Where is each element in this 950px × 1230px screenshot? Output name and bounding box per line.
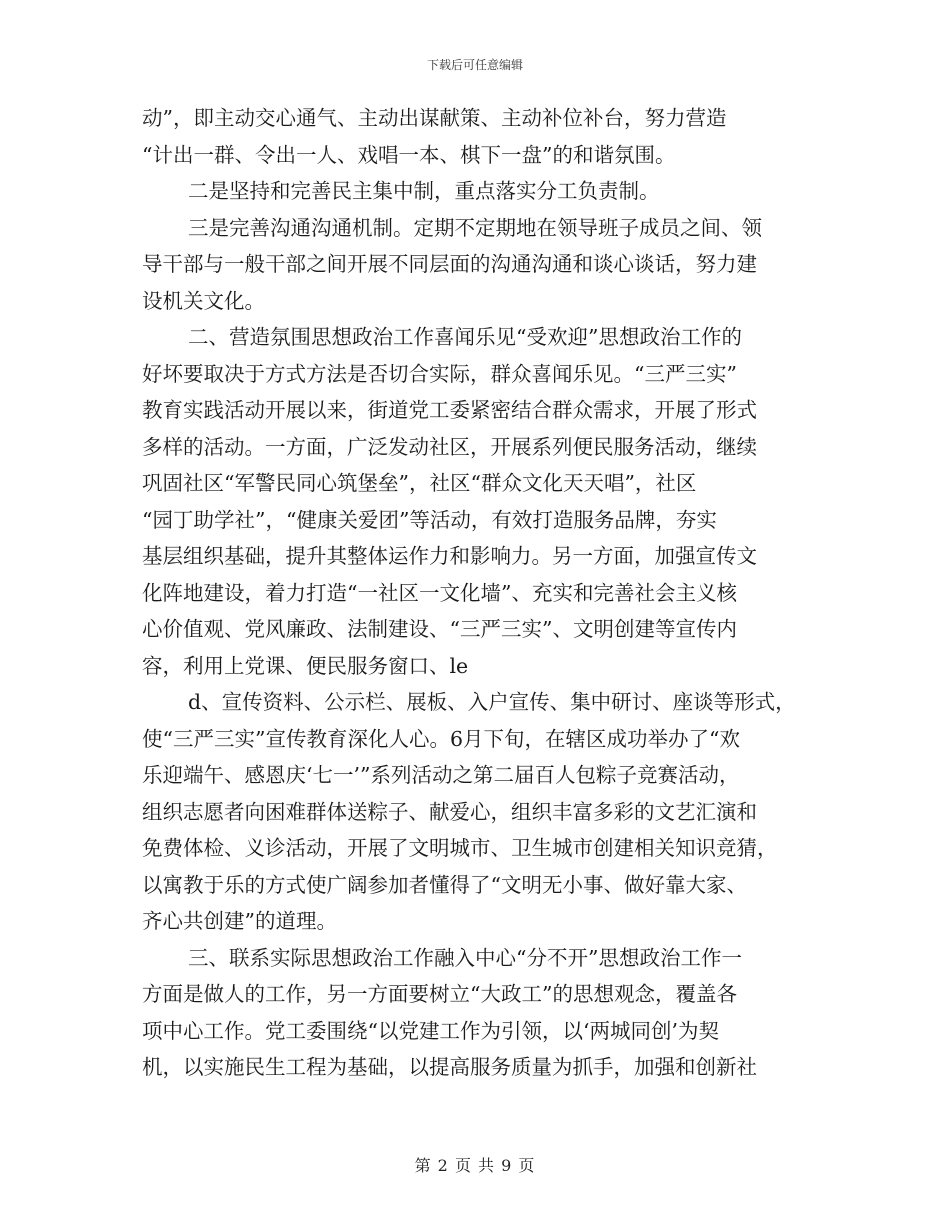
text-line: 机，以实施民生工程为基础，以提高服务质量为抓手，加强和创新社 [142,1055,757,1079]
text-line: 动”，即主动交心通气、主动出谋献策、主动补位补台，努力营造 [142,106,727,130]
page-number: 第 2 页 共 9 页 [414,1156,536,1175]
text-line: 好坏要取决于方式方法是否切合实际，群众喜闻乐见。“三严三实” [142,361,737,386]
text-line: 二是坚持和完善民主集中制，重点落实分工负责制。 [188,179,660,203]
text-line: 组织志愿者向困难群体送粽子、献爱心，组织丰富多彩的文艺汇演和 [142,799,757,824]
text-line: 三、联系实际思想政治工作融入中心“分不开”思想政治工作一 [188,945,742,970]
text-line: 使“三严三实”宣传教育深化人心。6月下旬，在辖区成功举办了“欢 [142,726,740,751]
text-line: “计出一群、令出一人、戏唱一本、棋下一盘”的和谐氛围。 [142,142,676,167]
text-line: 乐迎端午、感恩庆‘七一’”系列活动之第二届百人包粽子竞赛活动， [142,763,740,787]
text-line: 导干部与一般干部之间开展不同层面的沟通沟通和谈心谈话，努力建 [142,252,757,276]
text-line: 免费体检、义诊活动，开展了文明城市、卫生城市创建相关知识竞猜， [142,836,778,860]
text-line: 二、营造氛围思想政治工作喜闻乐见“受欢迎”思想政治工作的 [188,325,742,349]
text-line: 教育实践活动开展以来，街道党工委紧密结合群众需求，开展了形式 [142,398,757,422]
text-line: 巩固社区“军警民同心筑堡垒”，社区“群众文化天天唱”，社区 [142,471,697,495]
text-line: 设机关文化。 [142,288,265,313]
text-line: 多样的活动。一方面，广泛发动社区，开展系列便民服务活动，继续 [142,434,757,459]
text-line: 齐心共创建”的道理。 [142,909,337,933]
text-line: 化阵地建设，着力打造“一社区一文化墙”、充实和完善社会主义核 [142,580,737,605]
text-line: d、宣传资料、公示栏、展板、入户宣传、集中研讨、座谈等形式， [188,690,796,714]
text-line: 项中心工作。党工委围绕“以党建工作为引领，以‘两城同创’为契 [142,1018,720,1043]
document-body [142,100,812,1086]
text-line: 容，利用上党课、便民服务窗口、le [142,653,469,678]
text-line: 三是完善沟通沟通机制。定期不定期地在领导班子成员之间、领 [188,215,762,240]
text-line: “园丁助学社”，“健康关爱团”等活动，有效打造服务品牌，夯实 [142,507,717,532]
page-header: 下载后可任意编辑 [426,58,523,72]
text-line: 以寓教于乐的方式使广阔参加者懂得了“文明无小事、做好靠大家、 [142,872,747,897]
text-line: 方面是做人的工作，另一方面要树立“大政工”的思想观念，覆盖各 [142,982,737,1006]
text-line: 心价值观、党风廉政、法制建设、“三严三实”、文明创建等宣传内 [142,617,737,641]
text-line: 基层组织基础，提升其整体运作力和影响力。另一方面，加强宣传文 [142,544,757,568]
